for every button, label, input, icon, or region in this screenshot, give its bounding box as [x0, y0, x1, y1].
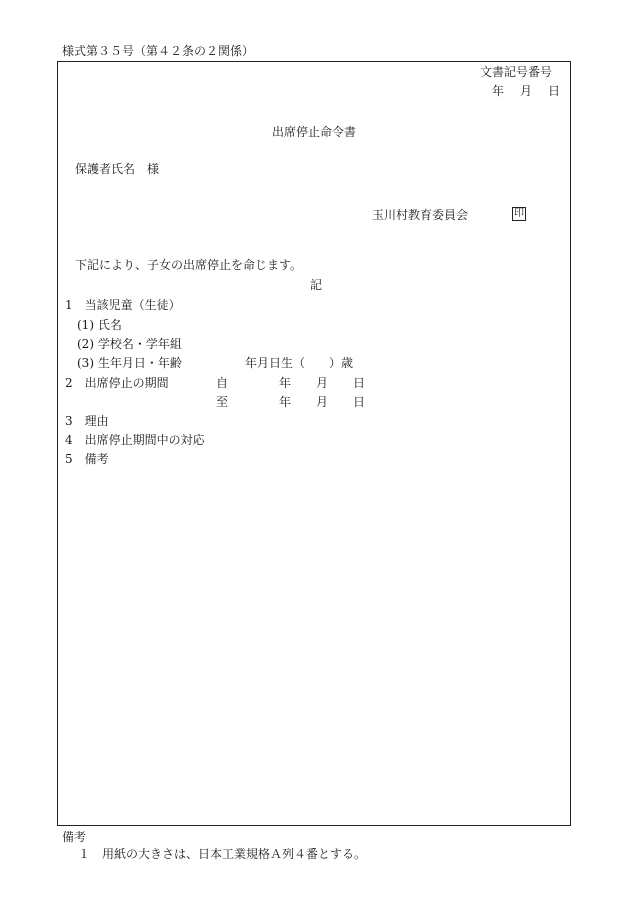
addressee-label: 保護者氏名 様 — [75, 162, 160, 176]
period-to-month: 月 — [316, 395, 329, 409]
item-4-heading: 4 出席停止期間中の対応 — [65, 433, 205, 447]
footer-note-1: １ 用紙の大きさは、日本工業規格Ａ列４番とする。 — [78, 847, 367, 861]
item-3-heading: 3 理由 — [65, 414, 109, 428]
item-1-2: (2) 学校名・学年組 — [77, 337, 182, 351]
item-5-heading: 5 備考 — [65, 452, 109, 466]
date-label: 年 月 日 — [492, 84, 563, 98]
item-2-heading: 2 出席停止の期間 — [65, 376, 169, 390]
item-1-1: (1) 氏名 — [77, 318, 122, 332]
period-to-year: 年 — [279, 395, 292, 409]
item-1-3: (3) 生年月日・年齢 — [77, 356, 182, 370]
ki-heading: 記 — [310, 278, 323, 292]
period-to-day: 日 — [353, 395, 366, 409]
period-from-day: 日 — [353, 376, 366, 390]
item-1-heading: 1 当該児童（生徒） — [65, 298, 181, 312]
doc-number-label: 文書記号番号 — [480, 65, 553, 79]
issuer-name: 玉川村教育委員会 — [372, 208, 469, 222]
document-title: 出席停止命令書 — [272, 125, 357, 139]
intro-text: 下記により、子女の出席停止を命じます。 — [75, 258, 303, 272]
period-from-month: 月 — [316, 376, 329, 390]
period-to: 至 — [216, 395, 229, 409]
seal-mark: 印 — [514, 208, 524, 219]
form-number-label: 様式第３５号（第４２条の２関係） — [62, 44, 255, 58]
period-from-year: 年 — [279, 376, 292, 390]
birthdate-age-value: 年月日生（ ）歳 — [245, 356, 354, 370]
footer-note-heading: 備考 — [62, 830, 87, 844]
period-from: 自 — [216, 376, 229, 390]
